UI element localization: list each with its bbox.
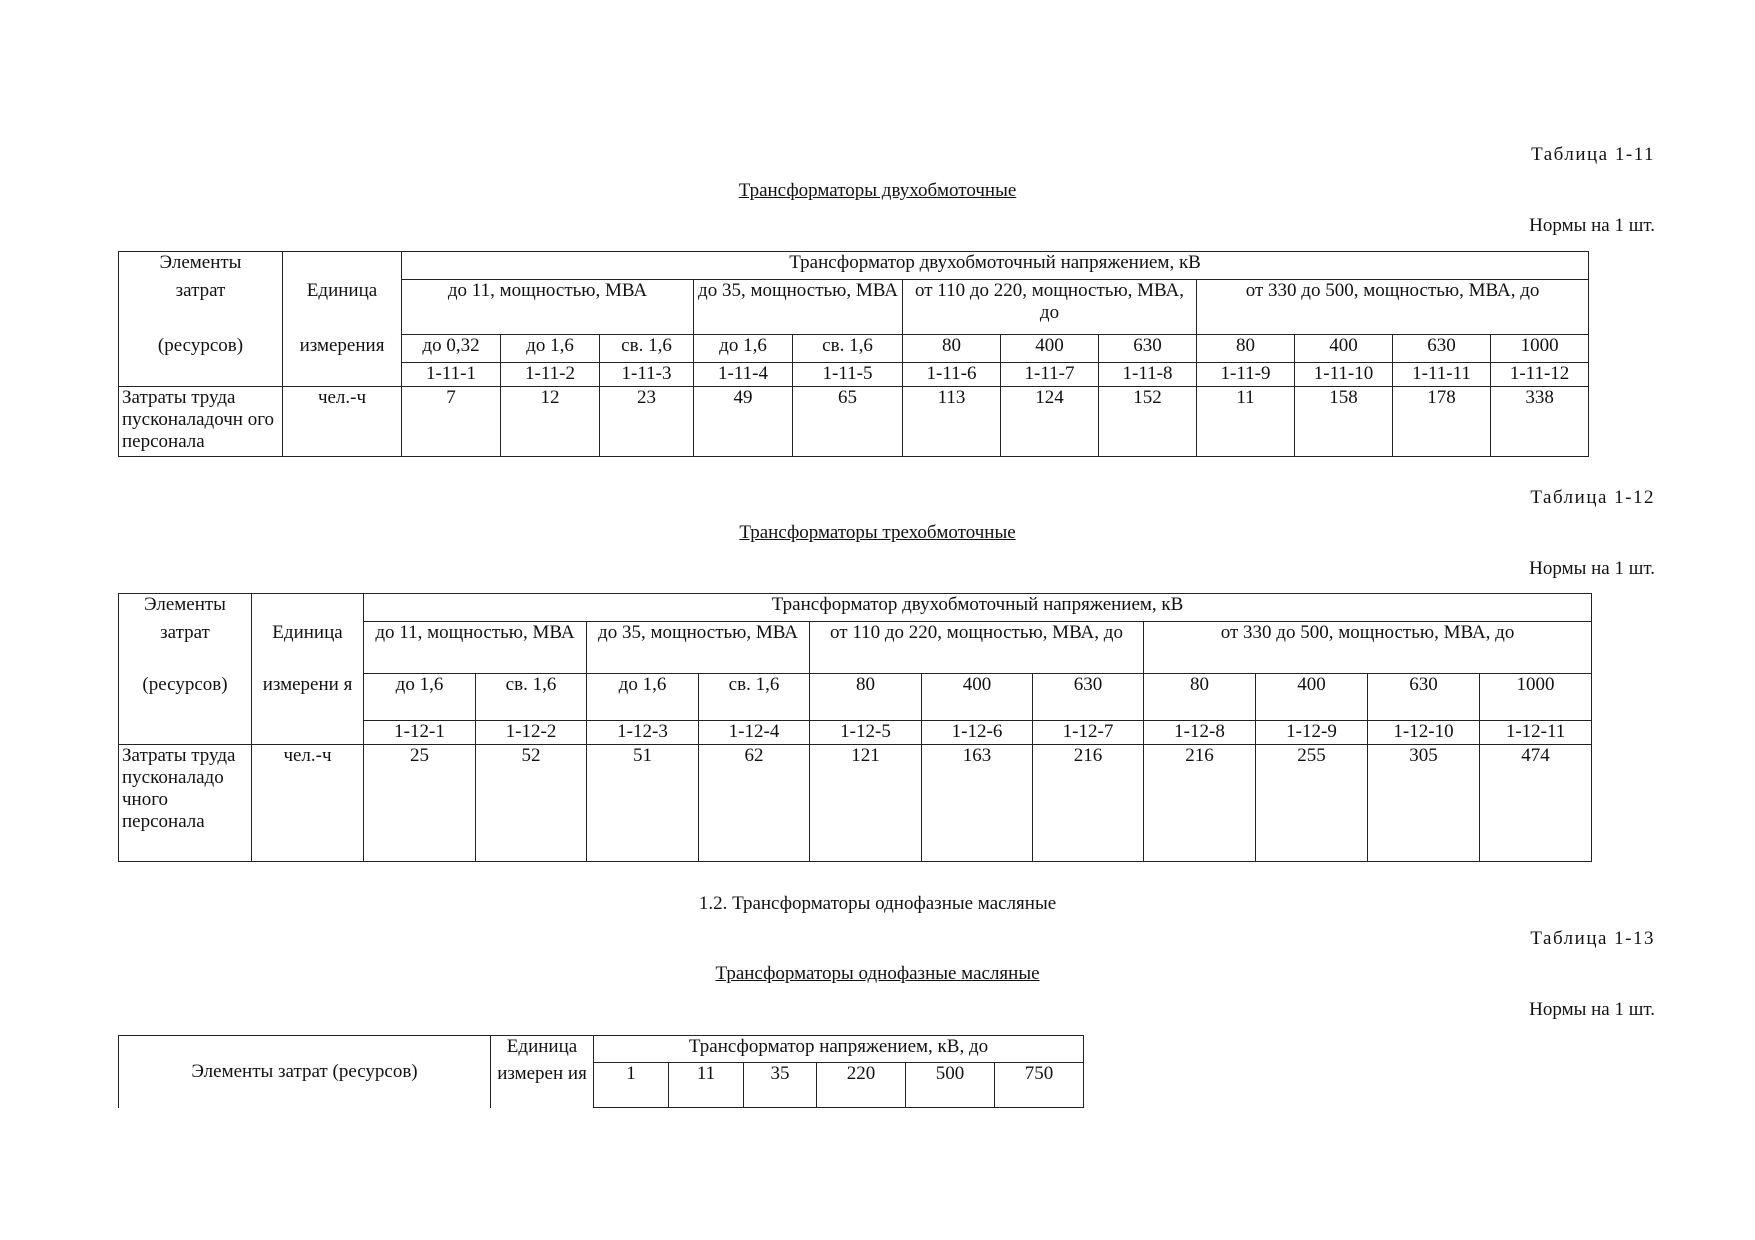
- group-header: до 35, мощностью, МВА: [587, 622, 810, 674]
- group-header: до 11, мощностью, МВА: [402, 280, 694, 335]
- header-elements-1: Элементы: [119, 252, 283, 280]
- code-cell: 1-11-5: [793, 363, 903, 387]
- table-1-11: [118, 251, 1589, 457]
- value-cell: 216: [1033, 745, 1144, 862]
- header-elements-3: (ресурсов): [119, 335, 283, 363]
- blank-cell: [119, 363, 283, 387]
- value-cell: 51: [587, 745, 699, 862]
- value-cell: 338: [1491, 387, 1589, 457]
- sub-header: св. 1,6: [476, 674, 587, 721]
- sub-header: св. 1,6: [793, 335, 903, 363]
- code-cell: 1-11-4: [694, 363, 793, 387]
- code-cell: 1-11-8: [1099, 363, 1197, 387]
- value-cell: 216: [1144, 745, 1256, 862]
- value-cell: 121: [810, 745, 922, 862]
- value-cell: 62: [699, 745, 810, 862]
- code-cell: 1-12-2: [476, 721, 587, 745]
- header-elements-2: затрат: [119, 622, 252, 674]
- sub-header: св. 1,6: [699, 674, 810, 721]
- table-title: Трансформаторы однофазные масляные: [715, 963, 1040, 984]
- value-cell: 49: [694, 387, 793, 457]
- header-elements-2: затрат: [119, 280, 283, 335]
- sub-header: 1: [594, 1063, 669, 1108]
- group-header: от 330 до 500, мощностью, МВА, до: [1197, 280, 1589, 335]
- header-elements-3: (ресурсов): [119, 674, 252, 721]
- sub-header: 1000: [1491, 335, 1589, 363]
- sub-header: 630: [1368, 674, 1480, 721]
- sub-header: 400: [1295, 335, 1393, 363]
- code-cell: 1-11-12: [1491, 363, 1589, 387]
- code-cell: 1-12-6: [922, 721, 1033, 745]
- sub-header: 220: [817, 1063, 906, 1108]
- sub-header: 500: [906, 1063, 995, 1108]
- code-cell: 1-12-5: [810, 721, 922, 745]
- header-main: Трансформатор напряжением, кВ, до: [594, 1036, 1084, 1063]
- code-cell: 1-12-7: [1033, 721, 1144, 745]
- header-unit-2: измерения: [283, 335, 402, 363]
- header-unit-2: измерен ия: [491, 1063, 594, 1108]
- sub-header: св. 1,6: [600, 335, 694, 363]
- code-cell: 1-12-11: [1480, 721, 1592, 745]
- table-1-13: [118, 1035, 1084, 1108]
- sub-header: до 1,6: [364, 674, 476, 721]
- value-cell: 23: [600, 387, 694, 457]
- sub-header: 80: [810, 674, 922, 721]
- value-cell: 25: [364, 745, 476, 862]
- sub-header: 400: [1001, 335, 1099, 363]
- table-title: Трансформаторы двухобмоточные: [738, 180, 1017, 201]
- sub-header: до 0,32: [402, 335, 501, 363]
- value-cell: 163: [922, 745, 1033, 862]
- header-unit-blank: [283, 252, 402, 280]
- sub-header: 80: [1197, 335, 1295, 363]
- header-elements-1: Элементы: [119, 594, 252, 622]
- code-cell: 1-12-4: [699, 721, 810, 745]
- sub-header: до 1,6: [587, 674, 699, 721]
- sub-header: 630: [1099, 335, 1197, 363]
- sub-header: 400: [1256, 674, 1368, 721]
- norms-note: Нормы на 1 шт.: [1529, 215, 1655, 236]
- row-unit: чел.-ч: [252, 745, 364, 862]
- section-heading: 1.2. Трансформаторы однофазные масляные: [698, 893, 1057, 914]
- group-header: до 11, мощностью, МВА: [364, 622, 587, 674]
- group-header: от 110 до 220, мощностью, МВА, до: [810, 622, 1144, 674]
- blank-cell: [283, 363, 402, 387]
- sub-header: 80: [903, 335, 1001, 363]
- table-title: Трансформаторы трехобмоточные: [739, 522, 1016, 543]
- sub-header: 750: [995, 1063, 1084, 1108]
- sub-header: до 1,6: [501, 335, 600, 363]
- value-cell: 11: [1197, 387, 1295, 457]
- code-cell: 1-11-1: [402, 363, 501, 387]
- sub-header: 630: [1033, 674, 1144, 721]
- sub-header: до 1,6: [694, 335, 793, 363]
- header-main: Трансформатор двухобмоточный напряжением, кВ: [364, 594, 1592, 622]
- value-cell: 113: [903, 387, 1001, 457]
- sub-header: 11: [669, 1063, 744, 1108]
- row-unit: чел.-ч: [283, 387, 402, 457]
- code-cell: 1-11-3: [600, 363, 694, 387]
- code-cell: 1-12-10: [1368, 721, 1480, 745]
- code-cell: 1-11-6: [903, 363, 1001, 387]
- norms-note: Нормы на 1 шт.: [1529, 558, 1655, 579]
- sub-header: 1000: [1480, 674, 1592, 721]
- value-cell: 305: [1368, 745, 1480, 862]
- value-cell: 7: [402, 387, 501, 457]
- table-number: Таблица 1-12: [1530, 487, 1655, 508]
- group-header: до 35, мощностью, МВА: [694, 280, 903, 335]
- row-label: Затраты труда пусконаладо чного персонала: [119, 745, 252, 862]
- value-cell: 12: [501, 387, 600, 457]
- value-cell: 52: [476, 745, 587, 862]
- header-unit-1: Единица: [252, 622, 364, 674]
- value-cell: 65: [793, 387, 903, 457]
- blank-cell: [119, 721, 252, 745]
- header-elements: Элементы затрат (ресурсов): [119, 1036, 491, 1108]
- sub-header: 35: [744, 1063, 817, 1108]
- norms-note: Нормы на 1 шт.: [1529, 999, 1655, 1020]
- value-cell: 255: [1256, 745, 1368, 862]
- value-cell: 124: [1001, 387, 1099, 457]
- code-cell: 1-12-3: [587, 721, 699, 745]
- header-main: Трансформатор двухобмоточный напряжением, кВ: [402, 252, 1589, 280]
- code-cell: 1-11-11: [1393, 363, 1491, 387]
- code-cell: 1-11-2: [501, 363, 600, 387]
- value-cell: 474: [1480, 745, 1592, 862]
- header-unit-blank: [252, 594, 364, 622]
- sub-header: 630: [1393, 335, 1491, 363]
- code-cell: 1-11-7: [1001, 363, 1099, 387]
- value-cell: 158: [1295, 387, 1393, 457]
- group-header: от 330 до 500, мощностью, МВА, до: [1144, 622, 1592, 674]
- header-unit-1: Единица: [491, 1036, 594, 1063]
- blank-cell: [252, 721, 364, 745]
- code-cell: 1-12-8: [1144, 721, 1256, 745]
- sub-header: 80: [1144, 674, 1256, 721]
- value-cell: 178: [1393, 387, 1491, 457]
- sub-header: 400: [922, 674, 1033, 721]
- value-cell: 152: [1099, 387, 1197, 457]
- row-label: Затраты труда пусконаладочн ого персонала: [119, 387, 283, 457]
- code-cell: 1-12-1: [364, 721, 476, 745]
- code-cell: 1-11-10: [1295, 363, 1393, 387]
- code-cell: 1-12-9: [1256, 721, 1368, 745]
- table-number: Таблица 1-13: [1530, 928, 1655, 949]
- table-number: Таблица 1-11: [1531, 144, 1655, 165]
- code-cell: 1-11-9: [1197, 363, 1295, 387]
- table-1-12: [118, 593, 1592, 862]
- header-unit-2: измерени я: [252, 674, 364, 721]
- group-header: от 110 до 220, мощностью, МВА, до: [903, 280, 1197, 335]
- header-unit-1: Единица: [283, 280, 402, 335]
